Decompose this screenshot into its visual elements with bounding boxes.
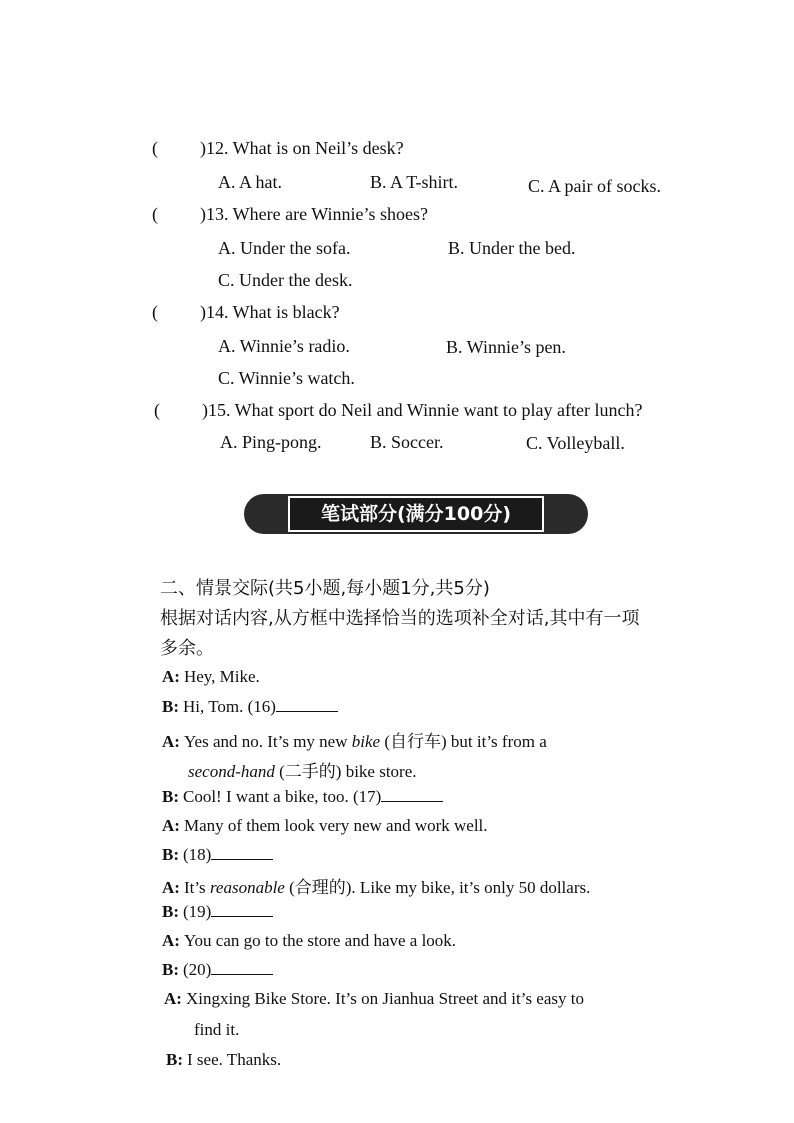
speaker-label: A:	[164, 989, 182, 1008]
dialogue-line	[166, 1050, 281, 1070]
dialogue-text: Cool! I want a bike, too. (17)	[183, 787, 382, 806]
speaker-label: A:	[162, 732, 180, 751]
speaker-label: A:	[162, 878, 180, 897]
answer-blank-18[interactable]	[211, 845, 273, 860]
dialogue-text: It’s	[183, 878, 210, 897]
question-text: )15. What sport do Neil and Winnie want to play after lunch?	[202, 400, 643, 420]
dialogue-line	[162, 960, 273, 980]
dialogue-line	[164, 989, 584, 1009]
option-c[interactable]: C. Winnie’s watch.	[218, 368, 355, 388]
speaker-label: B:	[162, 787, 179, 806]
dialogue-text: (18)	[183, 845, 212, 864]
answer-blank-20[interactable]	[211, 960, 273, 975]
answer-blank-19[interactable]	[211, 902, 273, 917]
option-a[interactable]: A. Under the sofa.	[218, 238, 351, 258]
speaker-label: B:	[166, 1050, 183, 1069]
dialogue-line	[162, 816, 488, 836]
dialogue-text: (19)	[183, 902, 212, 921]
option-c[interactable]: C. A pair of socks.	[528, 176, 661, 196]
dialogue-line	[162, 697, 338, 717]
option-c[interactable]: C. Under the desk.	[218, 270, 353, 290]
dialogue-line-continued	[194, 1020, 239, 1040]
answer-bracket[interactable]: (	[154, 400, 178, 420]
question-12	[152, 138, 404, 159]
instruction-line-2: 多余。	[160, 638, 214, 659]
option-a[interactable]: A. Ping-pong.	[220, 432, 322, 452]
question-13	[152, 204, 428, 225]
section-banner	[244, 494, 588, 534]
dialogue-text: I see. Thanks.	[187, 1050, 282, 1069]
dialogue-text: Yes and no. It’s my new	[183, 732, 352, 751]
dialogue-text: Many of them look very new and work well.	[183, 816, 488, 835]
option-c[interactable]: C. Volleyball.	[526, 433, 625, 453]
question-14	[152, 302, 340, 323]
dialogue-line	[162, 902, 273, 922]
speaker-label: A:	[162, 816, 180, 835]
option-b[interactable]: B. Soccer.	[370, 432, 444, 452]
dialogue-line	[162, 787, 443, 807]
dialogue-text: (二手的) bike store.	[274, 762, 417, 781]
speaker-label: B:	[162, 845, 179, 864]
dialogue-text: Hey, Mike.	[183, 667, 260, 686]
dialogue-text: Xingxing Bike Store. It’s on Jianhua Street and it’s easy to	[185, 989, 584, 1008]
dialogue-line	[162, 845, 273, 865]
speaker-label: B:	[162, 902, 179, 921]
speaker-label: B:	[162, 960, 179, 979]
option-b[interactable]: B. A T-shirt.	[370, 172, 459, 192]
speaker-label: B:	[162, 697, 179, 716]
instruction-line-1: 根据对话内容,从方框中选择恰当的选项补全对话,其中有一项	[160, 608, 640, 629]
dialogue-line	[162, 931, 456, 951]
answer-bracket[interactable]: (	[152, 302, 176, 322]
option-b[interactable]: B. Under the bed.	[448, 238, 576, 258]
dialogue-text: Hi, Tom. (16)	[183, 697, 276, 716]
speaker-label: A:	[162, 667, 180, 686]
question-text: )14. What is black?	[200, 302, 340, 322]
dialogue-text: (自行车) but it’s from a	[380, 732, 547, 751]
dialogue-line	[162, 873, 590, 898]
dialogue-text: find it.	[194, 1020, 240, 1039]
dialogue-text: You can go to the store and have a look.	[183, 931, 457, 950]
dialogue-text: (合理的). Like my bike, it’s only 50 dollars.	[284, 878, 591, 897]
dialogue-line	[162, 727, 547, 752]
italic-term: second-hand	[188, 762, 275, 781]
banner-title: 笔试部分(满分100分)	[288, 496, 544, 532]
dialogue-line	[162, 667, 260, 687]
answer-blank-16[interactable]	[276, 697, 338, 712]
option-b[interactable]: B. Winnie’s pen.	[446, 337, 566, 357]
question-text: )13. Where are Winnie’s shoes?	[200, 204, 429, 224]
question-15	[154, 400, 643, 421]
dialogue-text: (20)	[183, 960, 212, 979]
answer-bracket[interactable]: (	[152, 138, 176, 158]
section-title: 二、情景交际(共5小题,每小题1分,共5分)	[160, 578, 490, 599]
dialogue-line-continued	[188, 757, 417, 782]
question-text: )12. What is on Neil’s desk?	[200, 138, 404, 158]
option-a[interactable]: A. A hat.	[218, 172, 283, 192]
italic-term: reasonable	[209, 878, 285, 897]
option-a[interactable]: A. Winnie’s radio.	[218, 336, 350, 356]
answer-blank-17[interactable]	[381, 787, 443, 802]
speaker-label: A:	[162, 931, 180, 950]
italic-term: bike	[351, 732, 381, 751]
answer-bracket[interactable]: (	[152, 204, 176, 224]
